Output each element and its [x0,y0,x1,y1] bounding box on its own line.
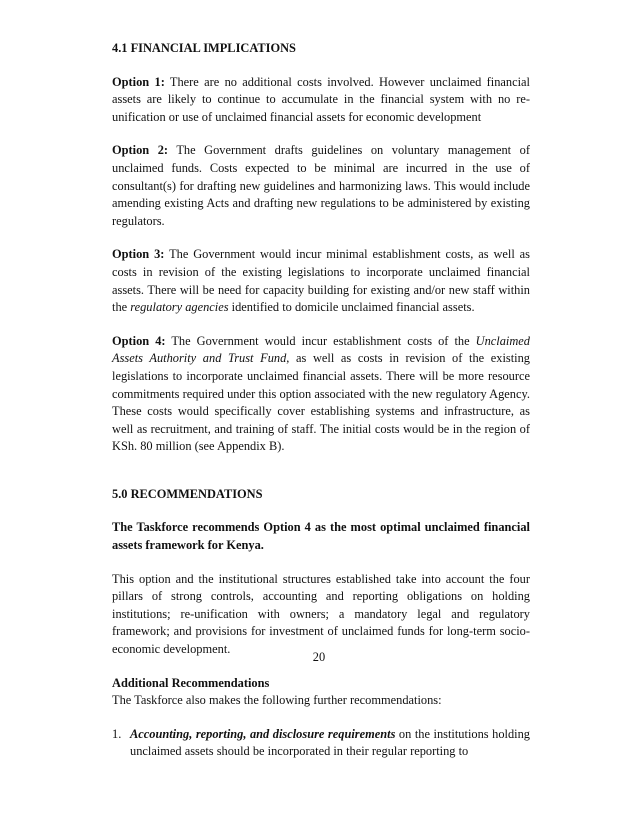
option-4-paragraph [112,333,530,456]
option-4-label: Option 4: [112,333,166,348]
section-heading-recommendations: 5.0 RECOMMENDATIONS [112,486,263,501]
recommendation-bold-text: The Taskforce recommends Option 4 as the most optimal unclaimed financial assets framework for Kenya. [112,520,530,553]
option-4-italic: Unclaimed Assets Authority and Trust Fund [112,333,530,366]
page-number: 20 [312,650,326,664]
additional-recommendations-heading [112,675,530,693]
additional-heading-text: Additional Recommendations [112,675,270,690]
option-3-text-b: identified to domicile unclaimed financial assets. [228,300,475,315]
list-item-number: 1. [112,726,122,741]
option-2-paragraph [112,142,530,230]
option-4-text-a: The Government would incur establishment costs of the [165,333,476,348]
additional-recommendations-intro: The Taskforce also makes the following further recommendations: [112,693,442,708]
option-2-text: The Government drafts guidelines on voluntary management of unclaimed funds. Costs expected to be minimal are incurred in the use of consultant(s) for drafting new guidelines and harmonizing laws. This would include amending existing Acts and drafting new regulations to be administered by existing regulators. [112,143,530,228]
document-page [112,40,530,777]
recommendation-body: This option and the institutional structures established take into account the four pillars of strong controls, accounting and reporting obligations on holding institutions; re-unification with owners; a mandatory legal and regulatory framework; and provisions for investment of unclaimed funds for long-term socio-economic development. [112,571,530,657]
list-item-bold-italic: Accounting, reporting, and disclosure requirements [130,726,396,741]
option-1-label: Option 1: [112,74,165,89]
option-3-italic: regulatory agencies [130,300,229,315]
list-item [112,726,530,761]
option-1-paragraph [112,74,530,127]
list-item-text: on the institutions holding unclaimed assets should be incorporated in their regular reporting to [130,726,530,759]
option-3-text-a: The Government would incur minimal establishment costs, as well as costs in revision of the existing legislations to incorporate unclaimed financial assets. There will be need for capacity building for existing and/or new staff within the [112,247,530,315]
option-1-text: There are no additional costs involved. However unclaimed financial assets are likely to continue to accumulate in the financial system with no re-unification or use of unclaimed financial assets for economic development [112,74,530,124]
option-4-text-b: , as well as costs in revision of the existing legislations to incorporate unclaimed financial assets. There will be more resource commitments required under this option associated with the new regulatory Agency. These costs would specifically cover establishing systems and infrastructure, as well as recruitment, and training of staff. The initial costs would be in the region of KSh. 80 million (see Appendix B). [112,351,530,454]
option-2-label: Option 2: [112,143,169,158]
section-heading-financial-implications: 4.1 FINANCIAL IMPLICATIONS [112,41,296,55]
option-3-label: Option 3: [112,247,165,262]
option-3-paragraph [112,246,530,316]
recommendation-statement [112,519,530,554]
